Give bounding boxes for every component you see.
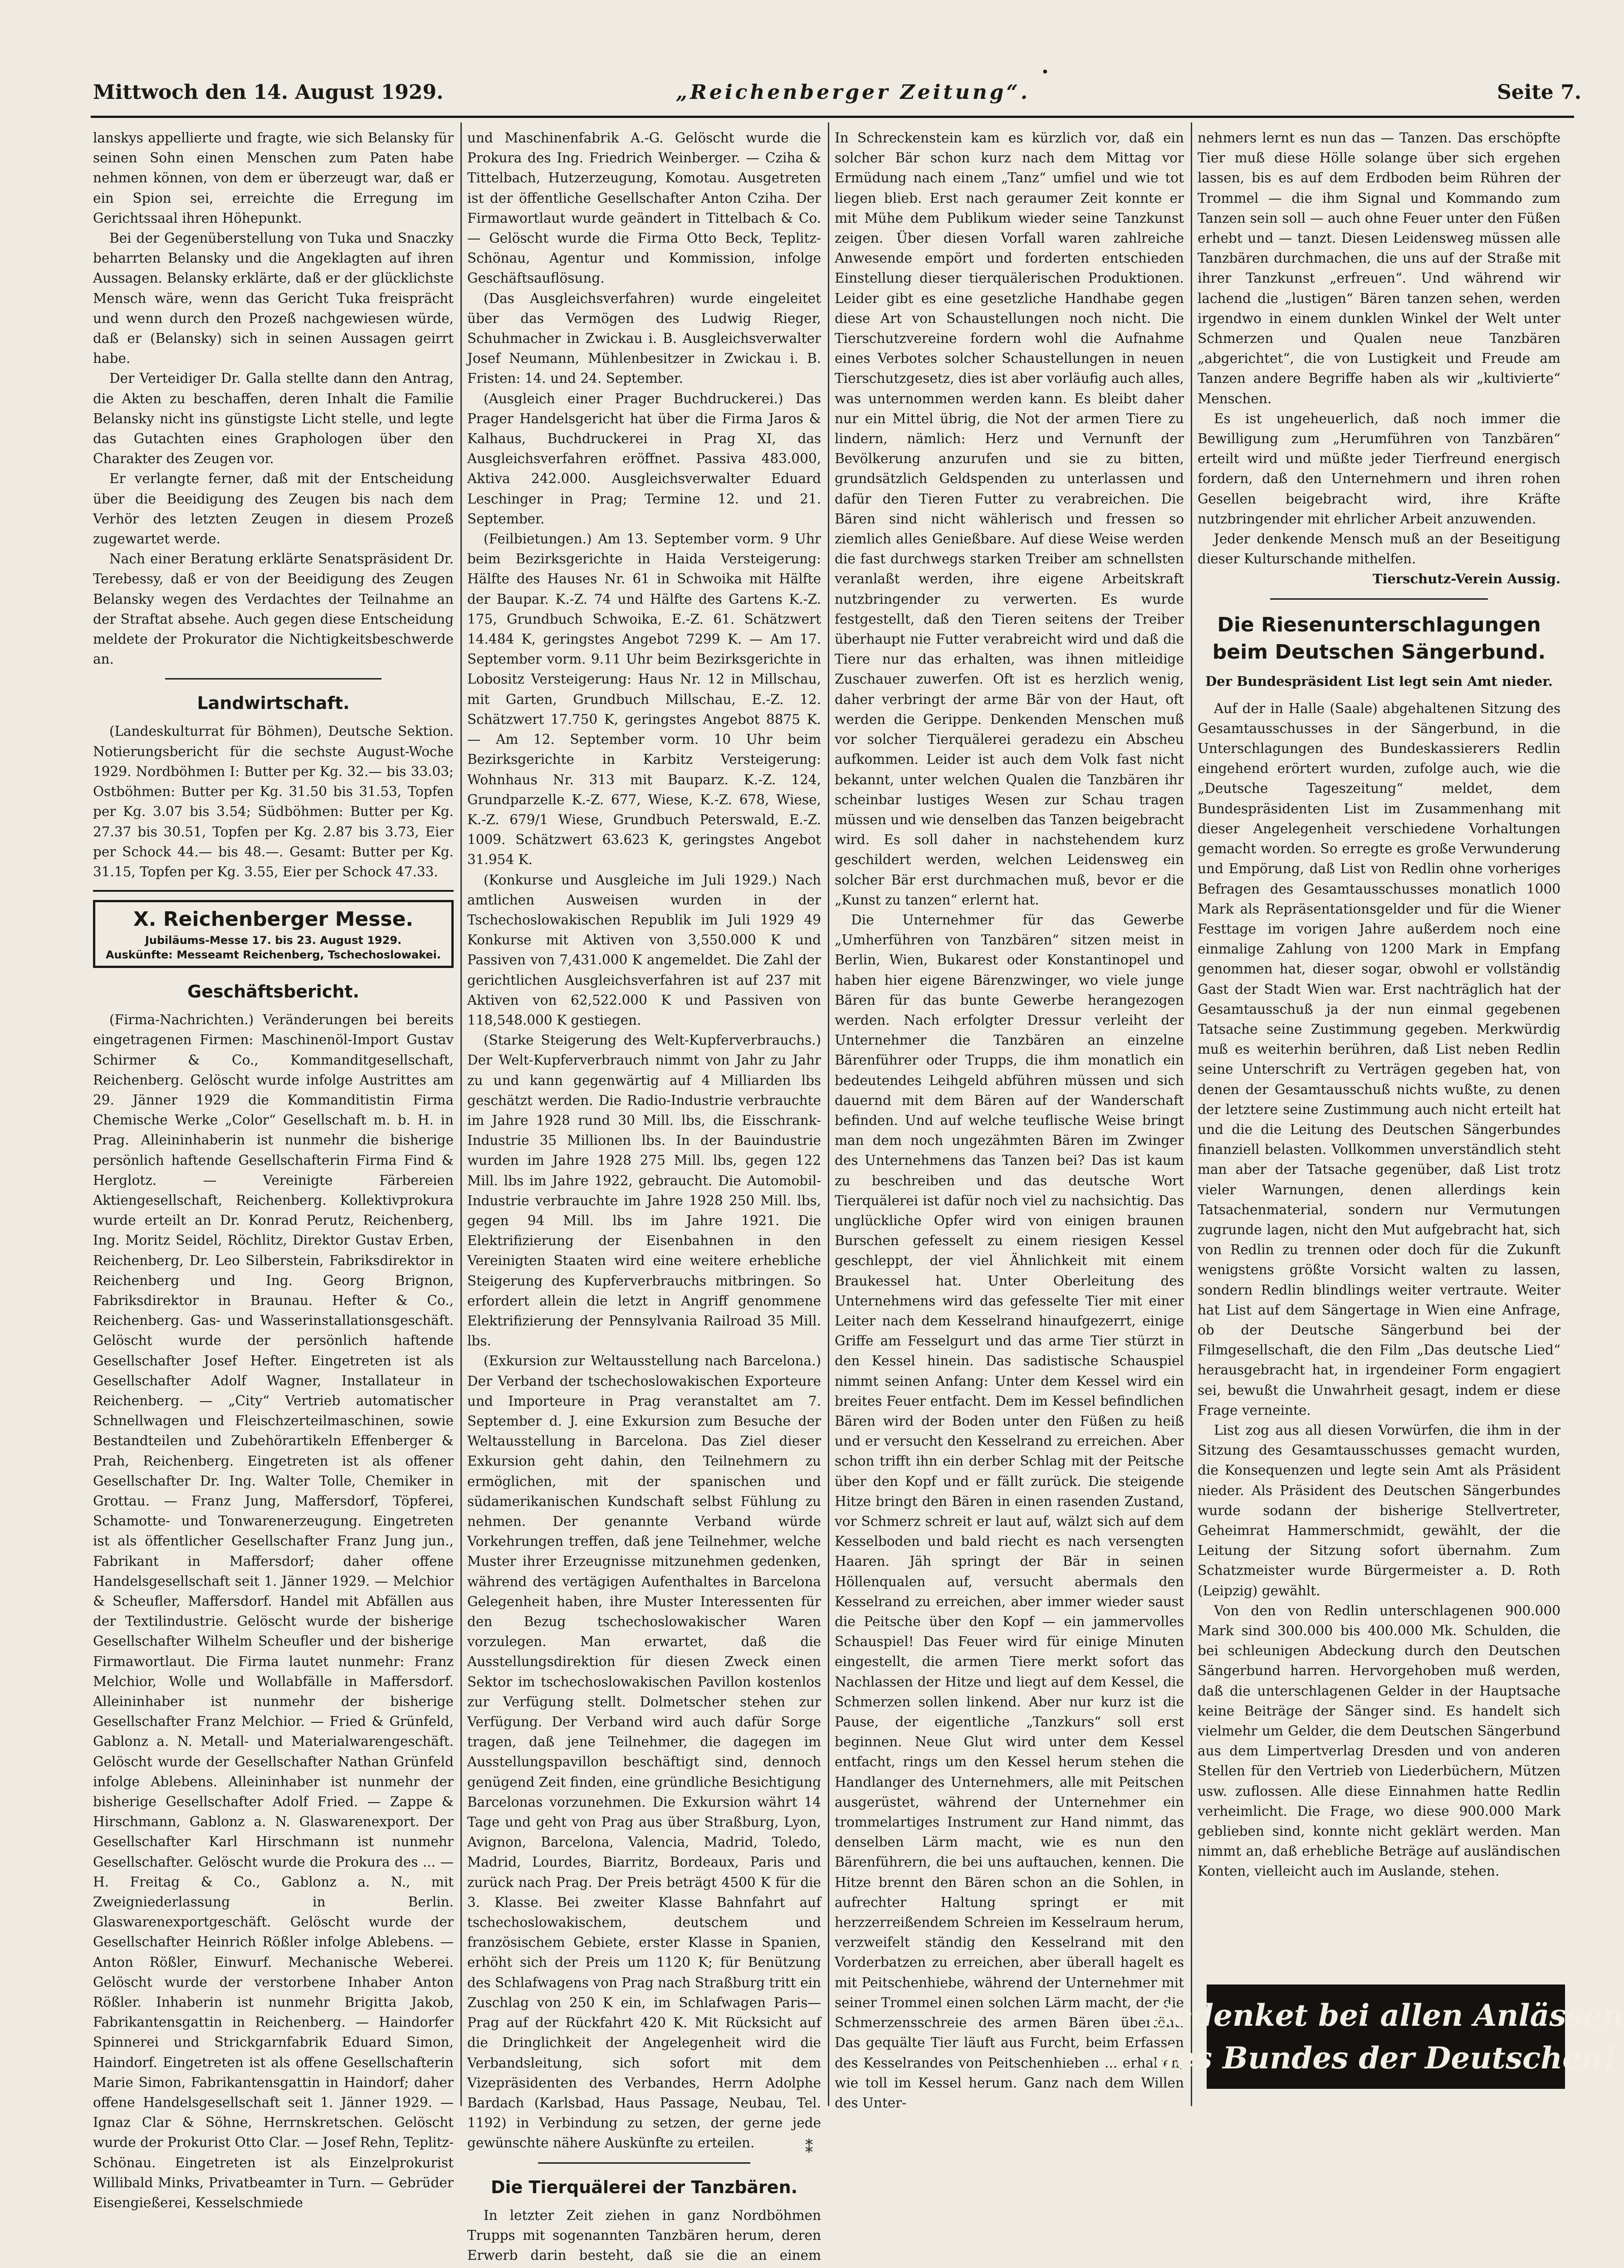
section-heading: Geschäftsbericht.: [187, 982, 360, 1002]
article-paragraph: List zog aus all diesen Vorwürfen, die ihm in der Sitzung des Gesamtausschusses gemacht wurden, die Konsequenzen und legte sein Amt als Präsident nieder. Als Präsident des Deutschen Sängerbundes wurde sodann der bisherige Stellvertreter, Geheimrat Hammerschmidt, gewählt, der die Leitung der Sitzung sofort übernahm. Zum Schatzmeister wurde Bürgermeister a. D. Roth (Leipzig) gewählt.: [1198, 1422, 1560, 1598]
banner-line-2: des Bundes der Deutschen!: [1155, 2040, 1617, 2076]
column-3: [835, 128, 1184, 2111]
column-divider: [828, 122, 829, 2106]
article-paragraph: Auf der in Halle (Saale) abgehaltenen Sitzung des Gesamtausschusses in der Sängerbund, in die Unterschlagungen des Bundeskassierers Redlin eingehend erörtert wurden, zufolge auch, wie die „Deutsche Tageszeitung“ meldet, dem Bundespräsidenten List im Zusammenhang mit dieser Angelegenheit verschiedene Vorhaltungen gemacht worden. So erregte es große Verwunderung und Empörung, daß List von Redlin ohne vorheriges Befragen des Gesamtausschusses monatlich 1000 Mark als Repräsentationsgelder und für die Wiener Festtage im vorigen Jahre außerdem noch eine einmalige Zahlung von 1200 Mark in Empfang genommen hat, dieser sogar, obwohl er vollständig Gast der Stadt Wien war. Erst nachträglich hat der Gesamtausschuß ja der nun einmal gegebenen Tatsache seine Zustimmung gegeben. Merkwürdig muß es weiterhin berühren, daß List neben Redlin seine Unterschrift zu Verträgen gegeben hat, von denen der Gesamtausschuß nichts wußte, zu denen der letztere seine Zustimmung auch nicht erteilt hat und die die Leitung des Deutschen Sängerbundes finanziell belasten. Vollkommen unverständlich steht man aber der Tatsache gegenüber, daß List trotz vieler Warnungen, denen allerdings kein Tatsachenmaterial, sondern nur Vermutungen zugrunde lagen, nicht den Mut aufgebracht hat, sich von Redlin zu trennen oder doch für die Zukunft wenigstens größte Vorsicht walten zu lassen, sondern Redlin blindlings weiter vertraute. Weiter hat List auf dem Sängertage in Wien eine Anfrage, ob der Deutsche Sängerbund bei der Filmgesellschaft, die den Film „Das deutsche Lied“ herausgebracht hat, in irgendeiner Form engagiert sei, bewußt die Unwahrheit gesagt, indem er diese Frage verneinte.: [1198, 700, 1560, 1418]
article-paragraph: Die Unternehmer für das Gewerbe „Umherführen von Tanzbären“ sitzen meist in Berlin, Wien, Bukarest oder Konstantinopel und haben hier eigene Bärenzwinger, wo viele junge Bären für das bunte Gewerbe herangezogen werden. Nach erfolgter Dressur verleiht der Unternehmer die Tanzbären an einzelne Bärenführer oder Trupps, die ihm monatlich ein bedeutendes Leihgeld abführen müssen und sich dauernd mit dem Bären auf der Wanderschaft befinden. Und auf welche teuflische Weise bringt man dem noch ungezähmten Bären im Zwinger des Unternehmens das Tanzen bei? Das ist kaum zu beschreiben und das deutsche Wort Tierquälerei ist dafür noch viel zu nachsichtig. Das unglückliche Opfer wird von einigen braunen Burschen gefesselt zu einem riesigen Kessel geschleppt, der viel Ähnlichkeit mit einem Braukessel hat. Unter Oberleitung des Unternehmens wird das gefesselte Tier mit einer Leiter nach dem Kesselrand hinaufgezerrt, einige Griffe am Fesselgurt und das arme Tier stürzt in den Kessel hinein. Das sadistische Schauspiel nimmt seinen Anfang: Unter dem Kessel wird ein breites Feuer entfacht. Dem im Kessel befindlichen Bären wird der Boden unter den Füßen zu heiß und er versucht den Kesselrand zu erreichen. Aber schon trifft ihn ein derber Schlag mit der Peitsche über den Kopf und er fällt zurück. Die steigende Hitze bringt den Bären in einen rasenden Zustand, vor Schmerz schreit er laut auf, wälzt sich auf dem Kesselboden und bald riecht es nach versengten Haaren. Jäh springt der Bär in seinen Höllenqualen auf, versucht abermals den Kesselrand zu erreichen, aber immer wieder saust die Peitsche über den Kopf — ein jammervolles Schauspiel! Das Feuer wird für einige Minuten eingestellt, die armen Tiere merkt sofort das Nachlassen der Hitze und liegt auf dem Kessel, die Schmerzen sollen linkend. Aber nur kurz ist die Pause, der eigentliche „Tanzkurs“ soll erst beginnen. Neue Glut wird unter dem Kessel entfacht, rings um den Kessel herum stehen die Handlanger des Unternehmers, alle mit Peitschen ausgerüstet, während der Unternehmer ein trommelartiges Instrument zur Hand nimmt, das denselben Lärm macht, wie es nun den Bärenführern, die bei uns auftauchen, kennen. Die Hitze brennt den Bären schon an die Sohlen, in aufrechter Haltung springt er mit herzzerreißendem Schreien im Kesselraum herum, verzweifelt ständig den Kesselrand mit den Vorderbatzen zu erreichen, aber überall hagelt es mit Peitschenhiebe, während der Unternehmer mit seiner Trommel einen solchen Lärm macht, der die Schmerzensschreie des armen Bären übertönt. Das gequälte Tier läuft aus Furcht, beim Erfassen des Kesselrandes von Peitschenhieben ... erhalten, wie toll im Kessel herum. Ganz nach dem Willen des Unter-: [835, 912, 1184, 2111]
column-divider: [460, 122, 462, 2106]
fair-advertisement: [93, 900, 454, 968]
article-paragraph: nehmers lernt es nun das — Tanzen. Das erschöpfte Tier muß diese Hölle solange über sich ergehen lassen, bis es auf dem Erdboden beim Rühren der Trommel — die ihm Signal und Kommando zum Tanzen sein soll — auch ohne Feuer unter den Füßen erhebt und — tanzt. Diesen Leidensweg müssen alle Tanzbären durchmachen, die uns auf der Straße mit ihrer Tanzkunst „erfreuen“. Und während wir lachend die „lustigen“ Bären tanzen sehen, werden irgendwo in einem dunklen Winkel der Welt unter Schmerzen und Qualen neue Tanzbären „abgerichtet“, die von Lustigkeit und Freude am Tanzen andere Begriffe haben als wir „kultivierte“ Menschen.: [1198, 130, 1560, 406]
article-paragraph: (Das Ausgleichsverfahren) wurde eingeleitet über das Vermögen des Ludwig Rieger, Schuhmacher in Zwickau i. B. Ausgleichsverwalter Josef Neumann, Mühlenbesitzer in Zwickau i. B. Fristen: 14. und 24. September.: [467, 290, 821, 386]
article-paragraph: In Schreckenstein kam es kürzlich vor, daß ein solcher Bär schon kurz nach dem Mittag vor Ermüdung nach einem „Tanz“ umfiel und wie tot liegen blieb. Erst nach geraumer Zeit konnte er mit Mühe dem Publikum wieder seine Tanzkunst zeigen. Über diesen Vorfall waren zahlreiche Anwesende empört und forderten entschieden Einstellung dieser tierquälerischen Produktionen. Leider gibt es eine gesetzliche Handhabe gegen diese Art von Schaustellungen noch nicht. Die Tierschutzvereine fordern wohl die Aufnahme eines Verbotes solcher Schaustellungen in neuen Tierschutzgesetz, dies ist aber vorläufig auch alles, was unternommen werden kann. Es bleibt daher nur ein Mittel übrig, die Not der armen Tiere zu lindern, nämlich: Herz und Vernunft der Bevölkerung anzurufen und sie zu bitten, grundsätzlich Geldspenden zu unterlassen und dafür den Tieren Futter zu verabreichen. Die Bären sind nicht wählerisch und fressen so ziemlich alles Genießbare. Auf diese Weise werden die fast durchwegs starken Treiber am schnellsten veranlaßt werden, ihre eigene Arbeitskraft nutzbringender zu verwerten. Es wurde festgestellt, daß den Tieren seitens der Treiber überhaupt nie Futter verabreicht wird und daß die Tiere nur das erhalten, was ihnen mitleidige Zuschauer zuwerfen. Oft ist es herzlich wenig, daher verbringt der arme Bär von der Haut, oft werden die Gerippe. Denkenden Menschen muß vor solcher Tierquälerei geradezu ein Abscheu aufkommen. Leider ist auch dem Volk fast nicht bekannt, unter welchen Qualen die Tanzbären ihr scheinbar lustiges Wesen zur Schau tragen müssen und wie denselben das Tanzen beigebracht wird. Es soll daher in nachstehendem kurz geschildert werden, welchen Leidensweg ein solcher Bär erst durchmachen muß, bevor er die „Kunst zu tanzen“ erlernt hat.: [835, 130, 1184, 908]
article-paragraph: Er verlangte ferner, daß mit der Entscheidung über die Beeidigung des Zeugen bis nach dem Verhör des letzten Zeugen in diesem Prozeß zugewartet werde.: [93, 471, 454, 547]
section-rule: [538, 2162, 750, 2164]
article-paragraph: Von den von Redlin unterschlagenen 900.000 Mark sind 300.000 bis 400.000 Mk. Schulden, die bei schleunigen Abdeckung durch den Deutschen Sängerbund harren. Hervorgehoben muß werden, daß die unterschlagenen Gelder in der Hauptsache keine Beiträge der Sänger sind. Es handelt sich vielmehr um Gelder, die dem Deutschen Sängerbund aus dem Limpertverlag Dresden und von anderen Stellen für den Vertrieb von Liederbüchern, Mützen usw. zuflossen. Alle diese Einnahmen hatte Redlin verheimlicht. Die Frage, wo diese 900.000 Mark geblieben sind, konnte nicht geklärt werden. Man nimmt an, daß erhebliche Beträge auf ausländischen Konten, vielleicht auch im Auslande, stehen.: [1198, 1603, 1560, 1879]
article-paragraph: (Starke Steigerung des Welt-Kupferverbrauchs.) Der Welt-Kupferverbrauch nimmt von Jahr zu Jahr zu und kann gegenwärtig auf 4 Milliarden lbs geschätzt werden. Die Radio-Industrie verbrauchte im Jahre 1928 rund 30 Mill. lbs, die Eisschrank-Industrie 35 Millionen lbs. In der Bauindustrie wurden im Jahre 1928 275 Mill. lbs, gegen 122 Mill. lbs im Jahre 1922, gebraucht. Die Automobil-Industrie verbrauchte im Jahre 1928 250 Mill. lbs, gegen 94 Mill. lbs im Jahre 1921. Die Elektrifizierung der Eisenbahnen in den Vereinigten Staaten wird eine weitere erhebliche Steigerung des Kupferverbrauchs mitbringen. So erfordert allein die letzt in Angriff genommene Elektrifizierung der Pennsylvania Railroad 35 Mill. lbs.: [467, 1032, 821, 1349]
page-number: Seite 7.: [1497, 81, 1582, 104]
section-rule: [93, 890, 454, 892]
fair-contact: Auskünfte: Messeamt Reichenberg, Tschechoslowakei.: [105, 948, 441, 962]
banner-line-1: Gedenket bei allen Anlässen: [1148, 1998, 1624, 2033]
article-paragraph: lanskys appellierte und fragte, wie sich Belansky für seinen Sohn einen Menschen zum Paten habe nehmen können, von dem er überzeugt war, daß er ein Spion sei, erreichte die Erregung im Gerichtssaal ihren Höhepunkt.: [93, 130, 454, 226]
article-paragraph: Bei der Gegenüberstellung von Tuka und Snaczky beharrten Belansky und die Angeklagten auf ihren Aussagen. Belansky erklärte, daß er der glücklichste Mensch wäre, wenn das Gericht Tuka freisprächt und wenn durch den Prozeß nachgewiesen würde, daß er (Belansky) sich in seinen Aussagen geirrt habe.: [93, 230, 454, 367]
article-paragraph: (Konkurse und Ausgleiche im Juli 1929.) Nach amtlichen Ausweisen wurden in der Tschechoslowakischen Republik im Juli 1929 49 Konkurse mit Aktiven von 3,550.000 K und Passiven von 7,431.000 K angemeldet. Die Zahl der gerichtlichen Ausgleichsverfahren ist auf 237 mit Aktiven von 62,522.000 K und Passiven von 118,548.000 K gestiegen.: [467, 872, 821, 1028]
article-paragraph: In letzter Zeit ziehen in ganz Nordböhmen Trupps mit sogenannten Tanzbären herum, deren Erwerb darin besteht, daß sie die an einem: [467, 2207, 821, 2263]
article-paragraph: und Maschinenfabrik A.-G. Gelöscht wurde die Prokura des Ing. Friedrich Weinberger. — Cziha & Tittelbach, Hutzerzeugung, Komotau. Ausgetreten ist der öffentliche Gesellschafter Anton Cziha. Der Firmawortlaut wurde geändert in Tittelbach & Co. — Gelöscht wurde die Firma Otto Beck, Teplitz-Schönau, Agentur und Kommission, infolge Geschäftsauflösung.: [467, 130, 821, 286]
column-divider: [1191, 122, 1192, 2106]
issue-date: Mittwoch den 14. August 1929.: [93, 81, 444, 104]
fair-dates: Jubiläums-Messe 17. bis 23. August 1929.: [145, 934, 402, 947]
article-paragraph: (Firma-Nachrichten.) Veränderungen bei bereits eingetragenen Firmen: Maschinenöl-Import Gustav Schirmer & Co., Kommanditgesellschaft, Reichenberg. Gelöscht wurde infolge Austrittes am 29. Jänner 1929 die Kommanditistin Firma Chemische Werke „Color“ Gesellschaft m. b. H. in Prag. Alleininhaberin ist nunmehr die bisherige persönlich haftende Gesellschafterin Firma Find & Herglotz. — Vereinigte Färbereien Aktiengesellschaft, Reichenberg. Kollektivprokura wurde erteilt an Dr. Konrad Perutz, Reichenberg, Ing. Moritz Seidel, Röchlitz, Direktor Gustav Erben, Reichenberg, Dr. Leo Silberstein, Fabriksdirektor in Reichenberg und Ing. Georg Brignon, Fabriksdirektor in Braunau. Hefter & Co., Reichenberg. Gas- und Wasserinstallationsgeschäft. Gelöscht wurde der persönlich haftende Gesellschafter Josef Hefter. Eingetreten ist als Gesellschafter Adolf Wagner, Installateur in Reichenberg. — „City“ Vertrieb automatischer Schnellwagen und Fleischzerteilmaschinen, sowie Bestandteilen und Zubehörartikeln Effenberger & Prah, Reichenberg. Eingetreten ist als offener Gesellschafter Dr. Ing. Walter Tolle, Chemiker in Grottau. — Franz Jung, Maffersdorf, Töpferei, Schamotte- und Tonwarenerzeugung. Eingetreten ist als öffentlicher Gesellschafter Franz Jung jun., Fabrikant in Maffersdorf; daher offene Handelsgesellschaft seit 1. Jänner 1929. — Melchior & Scheufler, Maffersdorf. Handel mit Abfällen aus der Textilindustrie. Gelöscht wurde der bisherige Gesellschafter Wilhelm Scheufler und der bisherige Firmawortlaut. Die Firma lautet nunmehr: Franz Melchior, Wolle und Wollabfälle in Maffersdorf. Alleininhaber ist nunmehr der bisherige Gesellschafter Franz Melchior. — Fried & Grünfeld, Gablonz a. N. Metall- und Materialwarengeschäft. Gelöscht wurde der Gesellschafter Nathan Grünfeld infolge Ablebens. Alleininhaber ist nunmehr der bisherige Gesellschafter Adolf Fried. — Zappe & Hirschmann, Gablonz a. N. Glaswarenexport. Der Gesellschafter Karl Hirschmann ist nunmehr Gesellschafter. Gelöscht wurde die Prokura des ... — H. Freitag & Co., Gablonz a. N., mit Zweigniederlassung in Berlin. Glaswarenexportgeschäft. Gelöscht wurde der Gesellschafter Heinrich Rößler infolge Ablebens. — Anton Rößler, Einwurf. Mechanische Weberei. Gelöscht wurde der verstorbene Inhaber Anton Rößler. Inhaberin ist nunmehr Brigitta Jakob, Fabrikantensgattin in Reichenberg. — Haindorfer Spinnerei und Strickgarnfabrik Eduard Simon, Haindorf. Eingetreten ist als offene Gesellschafterin Marie Simon, Fabrikantensgattin in Haindorf; daher offene Handelsgesellschaft seit 1. Jänner 1929. — Ignaz Clar & Söhne, Herrnskretschen. Gelöscht wurde der Prokurist Otto Clar. — Josef Rehn, Teplitz-Schönau. Eingetreten ist als Einzelprokurist Willibald Minks, Privatbeamter in Turn. — Gebrüder Eisengießerei, Kesselschmiede: [93, 1012, 454, 2211]
column-2: [467, 128, 821, 2263]
article-paragraph: (Feilbietungen.) Am 13. September vorm. 9 Uhr beim Bezirksgerichte in Haida Versteigerung: Hälfte des Hauses Nr. 61 in Schwoika mit Hälfte der Baupar. K.-Z. 74 und Hälfte des Gartens K.-Z. 175, Grundbuch Schwoika, E.-Z. 61. Schätzwert 14.484 K, geringstes Angebot 7299 K. — Am 17. September vorm. 9.11 Uhr beim Bezirksgerichte in Lobositz Versteigerung: Haus Nr. 12 in Millschau, mit Garten, Grundbuch Millschau, E.-Z. 12. Schätzwert 17.750 K, geringstes Angebot 8875 K. — Am 12. September vorm. 10 Uhr beim Bezirksgerichte in Karbitz Versteigerung: Wohnhaus Nr. 313 mit Bauparz. K.-Z. 124, Grundparzelle K.-Z. 677, Wiese, K.-Z. 678, Wiese, K.-Z. 679/1 Wiese, Grundbuch Peterswald, E.-Z. 1009. Schätzwert 63.623 K, geringstes Angebot 31.954 K.: [467, 531, 821, 868]
column-1: [93, 128, 454, 2211]
appeal-banner: [1148, 1984, 1624, 2089]
section-heading: Landwirtschaft.: [197, 693, 350, 714]
section-heading: Die Riesenunterschlagungen beim Deutschen Sängerbund.: [1212, 613, 1546, 664]
article-paragraph: (Landeskulturrat für Böhmen), Deutsche Sektion. Notierungsbericht für die sechste August-Woche 1929. Nordböhmen I: Butter per Kg. 32.— bis 33.03; Ostböhmen: Butter per Kg. 31.50 bis 31.53, Topfen per Kg. 3.07 bis 3.54; Südböhmen: Butter per Kg. 27.37 bis 30.51, Topfen per Kg. 2.87 bis 3.73, Eier per Schock 44.— bis 48.—. Gesamt: Butter per Kg. 31.15, Topfen per Kg. 3.55, Eier per Schock 47.33.: [93, 723, 454, 880]
newspaper-title: „Reichenberger Zeitung“.: [676, 81, 1031, 104]
article-paragraph: Es ist ungeheuerlich, daß noch immer die Bewilligung zum „Herumführen von Tanzbären“ erteilt wird und müßte jeder Tierfreund energisch fordern, daß den Unternehmern und ihren rohen Gesellen beigebracht wird, ihre Kräfte nutzbringender mit ehrlicher Arbeit anzuwenden.: [1198, 411, 1560, 527]
section-rule: [1270, 598, 1488, 600]
article-paragraph: Nach einer Beratung erklärte Senatspräsident Dr. Terebessy, daß er von der Beeidigung des Zeugen Belansky wegen des Verdachtes der Teilnahme an der Straftat absehe. Auch gegen diese Entscheidung meldete der Prokurator die Nichtigkeitsbeschwerde an.: [93, 551, 454, 667]
article-paragraph: (Exkursion zur Weltausstellung nach Barcelona.) Der Verband der tschechoslowakischen Exporteure und Importeure in Prag veranstaltet am 7. September d. J. eine Exkursion zum Besuche der Weltausstellung in Barcelona. Das Ziel dieser Exkursion geht dahin, den Teilnehmern zu ermöglichen, mit der spanischen und südamerikanischen Kundschaft selbst Fühlung zu nehmen. Der genannte Verband würde Vorkehrungen treffen, daß jene Teilnehmer, welche Muster ihrer Erzeugnisse mitzunehmen gedenken, während des vertägigen Aufenthaltes in Barcelona Gelegenheit haben, ihre Muster Interessenten für den Bezug tschechoslowakischer Waren vorzulegen. Man erwartet, daß die Ausstellungsdirektion für diesen Zweck einen Sektor im tschechoslowakischen Pavillon kostenlos zur Verfügung stellt. Dolmetscher stehen zur Verfügung. Der Verband wird auch dafür Sorge tragen, daß jene Teilnehmer, die dagegen im Ausstellungspavillon beschäftigt sind, dennoch genügend Zeit finden, eine gründliche Besichtigung Barcelonas vorzunehmen. Die Exkursion währt 14 Tage und geht von Prag aus über Straßburg, Lyon, Avignon, Barcelona, Valencia, Madrid, Toledo, Madrid, Lourdes, Biarritz, Bordeaux, Paris und zurück nach Prag. Der Preis beträgt 4500 K für die 3. Klasse. Bei zweiter Klasse Bahnfahrt auf tschechoslowakischem, deutschem und französischem Gebiete, erster Klasse in Spanien, erhöht sich der Preis um 1120 K; für Benützung des Schlafwagens von Prag nach Straßburg tritt ein Zuschlag von 250 K ein, im Schlafwagen Paris—Prag auf der Rückfahrt 420 K. Mit Rücksicht auf die Dringlichkeit der Angelegenheit wird die Verbandsleitung, sich sofort mit dem Vizepräsidenten des Verbandes, Herrn Adolphe Bardach (Karlsbad, Haus Passage, Neubau, Tel. 1192) in Verbindung zu setzen, der gerne jede gewünschte nähere Auskünfte zu erteilen.: [467, 1353, 821, 2151]
section-heading: Die Tierquälerei der Tanzbären.: [490, 2177, 798, 2197]
article-paragraph: Der Verteidiger Dr. Galla stellte dann den Antrag, die Akten zu beschaffen, deren Inhalt die Familie Belansky nicht ins günstigste Licht stelle, und legte das Gutachten eines Graphologen über den Charakter des Zeugen vor.: [93, 371, 454, 467]
header-rule: [91, 116, 1574, 118]
article-paragraph: Jeder denkende Mensch muß an der Beseitigung dieser Kulturschande mithelfen.: [1198, 531, 1560, 567]
section-rule: [165, 678, 382, 679]
column-4: [1198, 128, 1560, 2097]
section-subheading: Der Bundespräsident List legt sein Amt nieder.: [1205, 673, 1553, 689]
top-mark: •: [1041, 64, 1049, 80]
article-signature: Tierschutz-Verein Aussig.: [1372, 571, 1560, 587]
bottom-mark: ⁑: [805, 2139, 813, 2157]
article-paragraph: (Ausgleich einer Prager Buchdruckerei.) Das Prager Handelsgericht hat über die Firma Jaros & Kalhaus, Buchdruckerei in Prag XI, das Ausgleichsverfahren eröffnet. Passiva 483.000, Aktiva 242.000. Ausgleichsverwalter Eduard Leschinger in Prag; Termine 12. und 21. September.: [467, 391, 821, 527]
fair-title: X. Reichenberger Messe.: [133, 908, 414, 931]
